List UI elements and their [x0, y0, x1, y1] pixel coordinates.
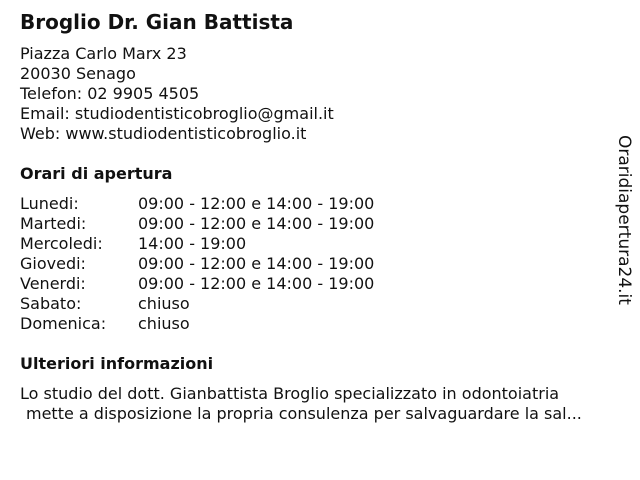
additional-info-heading: Ulteriori informazioni: [20, 354, 214, 373]
description-text: [20, 384, 632, 424]
day-label: Venerdi:: [20, 274, 86, 293]
hours-row-monday: [20, 194, 440, 214]
day-label: Martedi:: [20, 214, 87, 233]
time-value: chiuso: [138, 314, 190, 333]
time-value: 14:00 - 19:00: [138, 234, 247, 253]
phone-number: Telefon: 02 9905 4505: [20, 84, 200, 103]
hours-row-sunday: [20, 314, 440, 334]
hours-row-saturday: [20, 294, 440, 314]
day-label: Domenica:: [20, 314, 107, 333]
description-line: mette a disposizione la propria consulenza per salvaguardare la sal...: [26, 404, 582, 423]
time-value: chiuso: [138, 294, 190, 313]
day-label: Giovedi:: [20, 254, 86, 273]
opening-hours-table: [20, 194, 440, 334]
website: Web: www.studiodentisticobroglio.it: [20, 124, 307, 143]
time-value: 09:00 - 12:00 e 14:00 - 19:00: [138, 274, 375, 293]
day-label: Sabato:: [20, 294, 82, 313]
hours-row-tuesday: [20, 214, 440, 234]
business-name: Broglio Dr. Gian Battista: [20, 10, 294, 34]
time-value: 09:00 - 12:00 e 14:00 - 19:00: [138, 194, 375, 213]
day-label: Mercoledi:: [20, 234, 103, 253]
time-value: 09:00 - 12:00 e 14:00 - 19:00: [138, 214, 375, 233]
address-city: 20030 Senago: [20, 64, 136, 83]
hours-row-thursday: [20, 254, 440, 274]
hours-row-wednesday: [20, 234, 440, 254]
hours-row-friday: [20, 274, 440, 294]
site-watermark: Oraridiapertura24.it: [614, 135, 634, 305]
opening-hours-heading: Orari di apertura: [20, 164, 173, 183]
time-value: 09:00 - 12:00 e 14:00 - 19:00: [138, 254, 375, 273]
description-line: Lo studio del dott. Gianbattista Broglio specializzato in odontoiatria: [20, 384, 560, 403]
address-street: Piazza Carlo Marx 23: [20, 44, 187, 63]
email-address: Email: studiodentisticobroglio@gmail.it: [20, 104, 334, 123]
contact-block: [20, 44, 334, 144]
day-label: Lunedi:: [20, 194, 79, 213]
